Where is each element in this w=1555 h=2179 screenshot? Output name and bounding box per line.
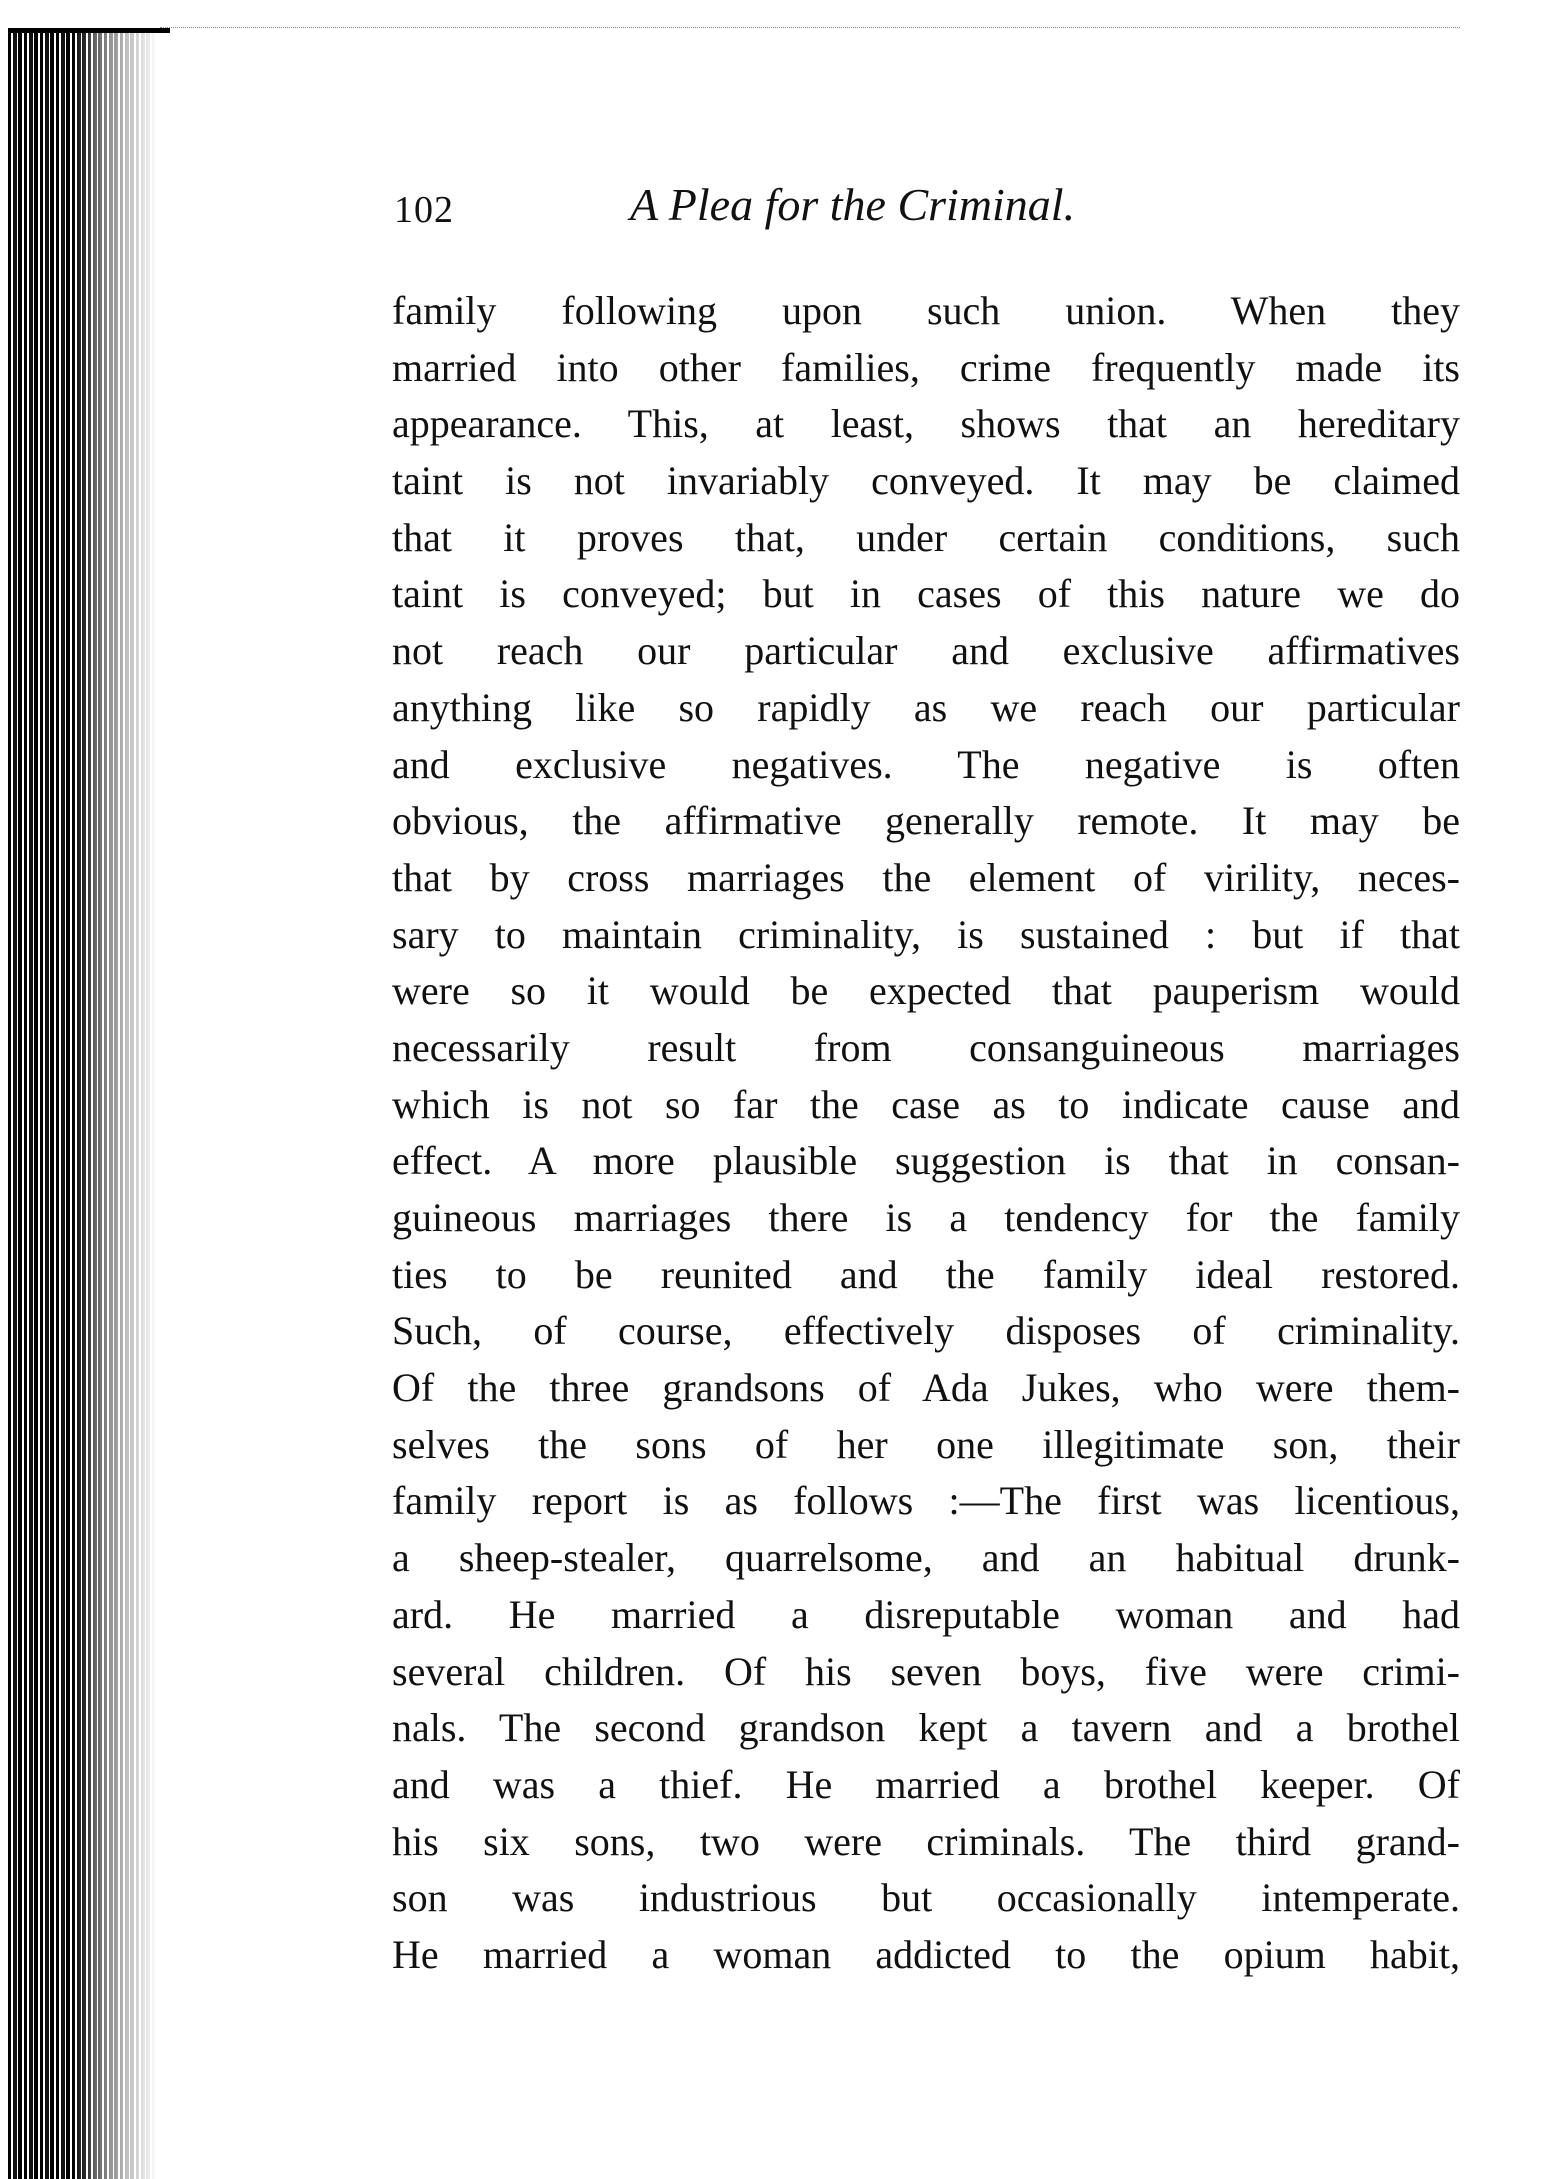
text-line: obvious, the affirmative generally remote. It may be (392, 798, 1460, 844)
page-number: 102 (394, 189, 454, 231)
running-title: A Plea for the Criminal. (630, 179, 1076, 230)
text-line: which is not so far the case as to indicate cause and (392, 1081, 1460, 1127)
text-line: family report is as follows :—The first was licentious, (392, 1478, 1460, 1524)
text-line: and exclusive negatives. The negative is often (392, 741, 1460, 787)
text-line: anything like so rapidly as we reach our particular (392, 684, 1460, 730)
text-line: Such, of course, effectively disposes of criminality. (392, 1308, 1460, 1354)
running-head (394, 178, 1464, 238)
book-page-edge (8, 28, 158, 2179)
text-line: that it proves that, under certain conditions, such (392, 514, 1460, 560)
text-line: son was industrious but occasionally intemperate. (392, 1875, 1460, 1921)
text-line: and was a thief. He married a brothel keeper. Of (392, 1761, 1460, 1807)
text-line: necessarily result from consanguineous marriages (392, 1024, 1460, 1070)
text-line: several children. Of his seven boys, five were crimi- (392, 1648, 1460, 1694)
text-line: selves the sons of her one illegitimate son, their (392, 1421, 1460, 1467)
text-line: sary to maintain criminality, is sustained : but if that (392, 911, 1460, 957)
text-line: guineous marriages there is a tendency for the family (392, 1195, 1460, 1240)
text-line: He married a woman addicted to the opium habit, (392, 1931, 1460, 1977)
text-line: a sheep-stealer, quarrelsome, and an habitual drunk- (392, 1535, 1460, 1581)
body-text (392, 283, 1460, 1984)
text-line: taint is not invariably conveyed. It may be claimed (392, 458, 1460, 504)
text-line: ties to be reunited and the family ideal restored. (392, 1251, 1460, 1297)
text-line: Of the three grandsons of Ada Jukes, who were them- (392, 1365, 1460, 1411)
page-top-border (160, 27, 1460, 28)
text-line: taint is conveyed; but in cases of this nature we do (392, 571, 1460, 617)
text-line: effect. A more plausible suggestion is that in consan- (392, 1138, 1460, 1184)
book-page-edge-top (10, 28, 170, 33)
text-line: married into other families, crime frequently made its (392, 344, 1460, 390)
text-line: nals. The second grandson kept a tavern and a brothel (392, 1705, 1460, 1751)
text-line: that by cross marriages the element of virility, neces- (392, 854, 1460, 900)
text-line: ard. He married a disreputable woman and had (392, 1591, 1460, 1637)
text-line: appearance. This, at least, shows that an hereditary (392, 401, 1460, 447)
text-line: not reach our particular and exclusive affirmatives (392, 628, 1460, 674)
text-line: family following upon such union. When they (392, 288, 1460, 333)
text-line: were so it would be expected that pauperism would (392, 968, 1460, 1014)
text-line: his six sons, two were criminals. The third grand- (392, 1818, 1460, 1864)
